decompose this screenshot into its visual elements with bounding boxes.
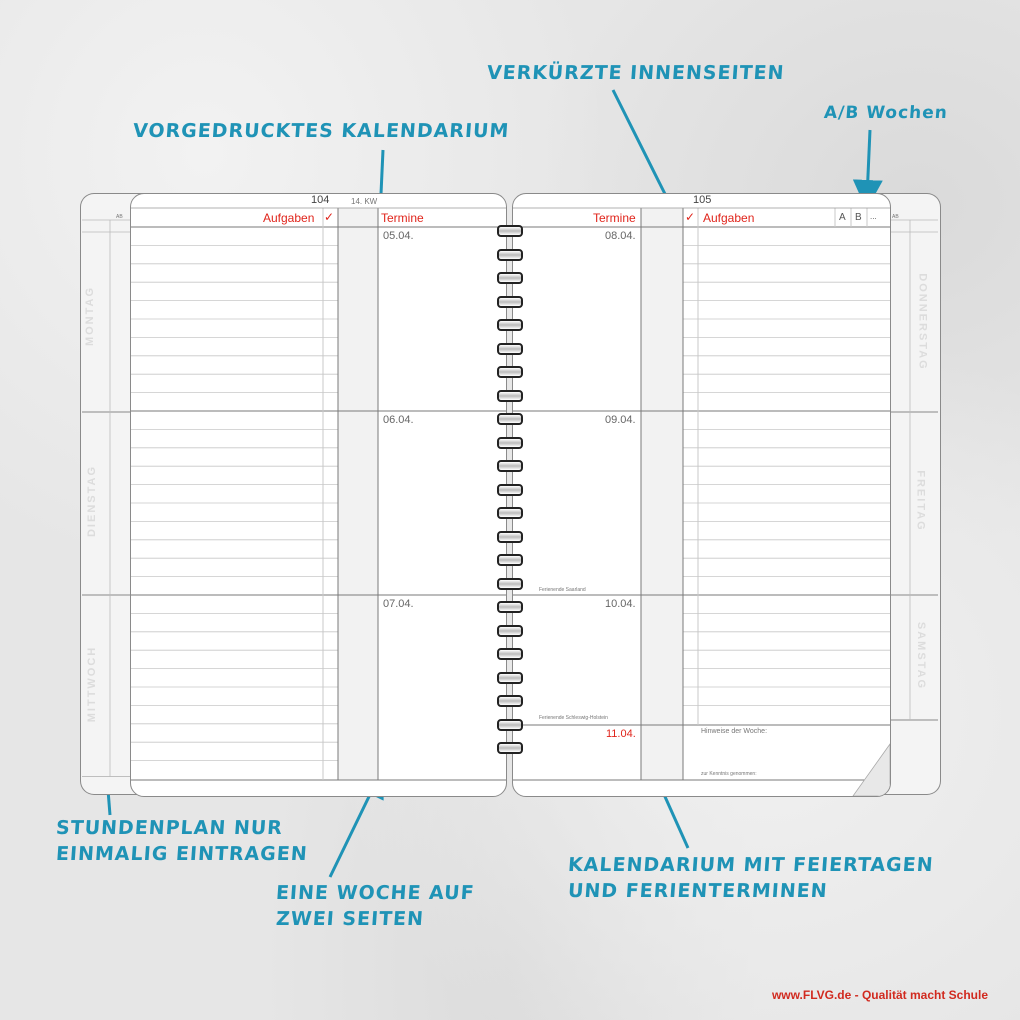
annotation-verkuerzte-innenseiten: VERKÜRZTE INNENSEITEN <box>486 62 786 84</box>
week-a-marker[interactable]: A <box>839 212 846 223</box>
left-timetable-header: AB <box>116 214 123 220</box>
annotation-stundenplan-line2: EINMALIG EINTRAGEN <box>55 843 309 865</box>
date-saturday: 10.04. <box>605 598 636 610</box>
date-monday: 05.04. <box>383 230 414 242</box>
spiral-ring <box>497 366 523 378</box>
spiral-ring <box>497 742 523 754</box>
right-aufgaben-header: Aufgaben <box>703 211 755 225</box>
kenntnis-label: zur Kenntnis genommen: <box>701 771 757 777</box>
spiral-ring <box>497 578 523 590</box>
arrow-ab-wochen <box>867 130 870 198</box>
left-page-number: 104 <box>311 194 330 206</box>
right-page-lines <box>513 194 890 796</box>
annotation-woche-line2: ZWEI SEITEN <box>275 908 425 930</box>
spiral-ring <box>497 343 523 355</box>
spiral-ring <box>497 719 523 731</box>
spiral-ring <box>497 484 523 496</box>
week-more-marker: ... <box>870 212 877 221</box>
spiral-ring <box>497 319 523 331</box>
date-friday: 09.04. <box>605 414 636 426</box>
date-thursday: 08.04. <box>605 230 636 242</box>
left-aufgaben-header: Aufgaben <box>263 211 315 225</box>
annotation-feiertage-line2: UND FERIENTERMINEN <box>567 880 829 902</box>
footer-brand: www.FLVG.de - Qualität macht Schule <box>771 988 988 1002</box>
left-week-number: 14. KW <box>351 197 378 206</box>
holiday-note-schleswig-holstein: Ferienende Schleswig-Holstein <box>539 715 608 721</box>
spiral-ring <box>497 413 523 425</box>
spiral-ring <box>497 648 523 660</box>
spiral-ring <box>497 507 523 519</box>
spiral-ring <box>497 554 523 566</box>
date-tuesday: 06.04. <box>383 414 414 426</box>
right-timetable-header: AB <box>892 214 899 220</box>
annotation-vorgedrucktes-kalendarium: VORGEDRUCKTES KALENDARIUM <box>132 120 511 142</box>
spiral-ring <box>497 272 523 284</box>
spiral-ring <box>497 437 523 449</box>
spiral-ring <box>497 249 523 261</box>
spiral-ring <box>497 225 523 237</box>
annotation-woche-line1: EINE WOCHE AUF <box>275 882 476 904</box>
holiday-note-saarland: Ferienende Saarland <box>539 587 586 593</box>
side-day-mittwoch: MITTWOCH <box>86 645 99 723</box>
annotation-ab-wochen: A/B Wochen <box>823 103 949 123</box>
right-termine-header: Termine <box>593 211 636 225</box>
hinweise-label: Hinweise der Woche: <box>701 728 768 735</box>
spiral-binding <box>488 225 532 765</box>
annotation-feiertage-line1: KALENDARIUM MIT FEIERTAGEN <box>567 854 935 876</box>
left-page-lines <box>131 194 506 796</box>
side-day-montag: MONTAG <box>84 285 97 347</box>
side-day-dienstag: DIENSTAG <box>86 464 99 538</box>
right-check-icon: ✓ <box>685 210 696 224</box>
side-day-samstag: SAMSTAG <box>915 621 928 691</box>
spiral-ring <box>497 296 523 308</box>
date-wednesday: 07.04. <box>383 598 414 610</box>
side-day-freitag: FREITAG <box>914 470 927 532</box>
spiral-ring <box>497 695 523 707</box>
right-timetable-grid <box>888 212 938 722</box>
spiral-ring <box>497 601 523 613</box>
side-day-donnerstag: DONNERSTAG <box>916 273 929 371</box>
date-sunday: 11.04. <box>606 728 636 740</box>
spiral-ring <box>497 460 523 472</box>
right-page <box>512 193 891 797</box>
left-page <box>130 193 507 797</box>
right-page-number: 105 <box>693 194 712 206</box>
spiral-ring <box>497 531 523 543</box>
left-termine-header: Termine <box>381 211 424 225</box>
left-check-icon: ✓ <box>324 210 335 224</box>
spiral-ring <box>497 390 523 402</box>
spiral-ring <box>497 672 523 684</box>
week-b-marker[interactable]: B <box>855 212 862 223</box>
annotation-stundenplan-line1: STUNDENPLAN NUR <box>55 817 284 839</box>
spiral-ring <box>497 625 523 637</box>
